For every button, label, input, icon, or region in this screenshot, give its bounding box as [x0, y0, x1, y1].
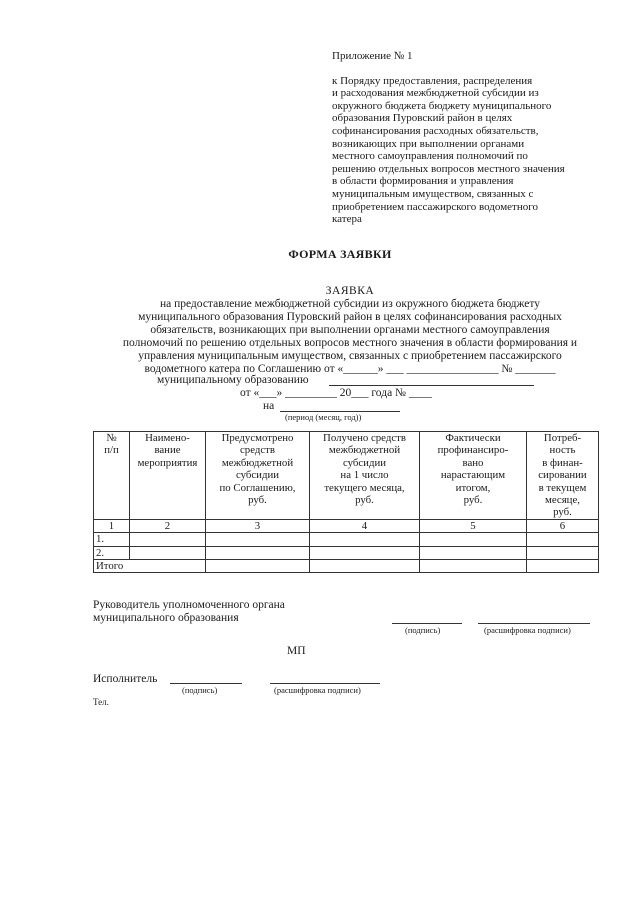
municipality-label: муниципальному образованию	[157, 374, 309, 386]
appendix-line: образования Пуровский район в целях	[332, 112, 513, 125]
appendix-line: местного самоуправления полномочий по	[332, 150, 528, 163]
table-cell	[310, 560, 420, 573]
column-number: 2	[130, 519, 206, 532]
column-number: 5	[420, 519, 527, 532]
table-cell	[420, 560, 527, 573]
appendix-line: окружного бюджета бюджету муниципального	[332, 99, 552, 112]
subsidy-table	[93, 431, 599, 573]
appendix-line: и расходования межбюджетной субсидии из	[332, 87, 539, 100]
table-cell	[130, 546, 206, 559]
table-cell	[206, 533, 310, 546]
head-signature-field	[392, 623, 462, 624]
period-caption: (период (месяц, год))	[285, 412, 362, 422]
header-planned-funds: Предусмотрено средств межбюджетной субсидии по Соглашению, руб.	[206, 432, 310, 520]
appendix-line: софинансирования расходных обязательств,	[332, 124, 539, 137]
appendix-line: в области формирования и управления	[332, 175, 514, 188]
executor-decoding-caption: (расшифровка подписи)	[274, 685, 361, 695]
table-row	[94, 546, 599, 559]
table-cell	[527, 533, 599, 546]
table-column-numbers	[94, 519, 599, 532]
table-total-row	[94, 560, 599, 573]
form-title: ФОРМА ЗАЯВКИ	[288, 247, 392, 261]
table-cell	[420, 533, 527, 546]
date-line: от «___» _________ 20___ года № ____	[240, 387, 432, 399]
header-actual-financed: Фактически профинансиро- вано нарастающим итогом, руб.	[420, 432, 527, 520]
request-line: обязательств, возникающих при выполнении органами местного самоуправления	[150, 324, 550, 336]
column-number: 4	[310, 519, 420, 532]
column-number: 6	[527, 519, 599, 532]
request-line: муниципального образования Пуровский район в целях софинансирования расходных	[138, 311, 562, 323]
header-number: № п/п	[94, 432, 130, 520]
table-cell	[527, 560, 599, 573]
appendix-line: приобретением пассажирского водометного	[332, 200, 538, 213]
table-cell	[310, 546, 420, 559]
head-decoding-field	[478, 623, 590, 624]
head-signature-caption: (подпись)	[405, 625, 441, 635]
request-line: на предоставление межбюджетной субсидии из окружного бюджета бюджету	[159, 298, 541, 310]
period-prefix: на	[263, 400, 275, 412]
municipality-field	[329, 385, 534, 386]
agreement-line: водометного катера по Соглашению от «______» ___ ________________ № _______	[144, 363, 556, 375]
header-needs: Потреб- ность в финан- сировании в текущем месяце, руб.	[527, 432, 599, 520]
appendix-line: муниципальным имуществом, связанных с	[332, 187, 534, 200]
table-cell	[206, 546, 310, 559]
head-decoding-caption: (расшифровка подписи)	[484, 625, 571, 635]
table-cell: 2.	[94, 546, 130, 559]
executor-signature-caption: (подпись)	[182, 685, 218, 695]
appendix-title: Приложение № 1	[332, 50, 413, 62]
executor-decoding-field	[270, 683, 380, 684]
column-number: 3	[206, 519, 310, 532]
executor-label: Исполнитель	[93, 673, 158, 685]
header-event-name: Наимено- вание мероприятия	[130, 432, 206, 520]
request-line: управления муниципальным имуществом, связанных с приобретением пассажирского	[138, 350, 562, 362]
column-number: 1	[94, 519, 130, 532]
head-title-line: муниципального образования	[93, 612, 239, 624]
table-header-row	[94, 432, 599, 520]
request-heading: ЗАЯВКА	[325, 285, 375, 297]
table-row	[94, 533, 599, 546]
head-title-line: Руководитель уполномоченного органа	[93, 599, 285, 611]
total-label: Итого	[94, 560, 206, 573]
appendix-line: возникающих при выполнении органами	[332, 137, 525, 150]
appendix-block	[332, 50, 622, 226]
header-received-funds: Получено средств межбюджетной субсидии на 1 число текущего месяца, руб.	[310, 432, 420, 520]
appendix-line: решению отдельных вопросов местного значения	[332, 162, 565, 175]
executor-signature-field	[170, 683, 242, 684]
request-line: полномочий по решению отдельных вопросов местного значения в области формирования и	[122, 337, 578, 349]
head-signature-block	[93, 599, 285, 625]
table-cell	[206, 560, 310, 573]
table-cell	[527, 546, 599, 559]
phone-label: Тел.	[93, 697, 109, 707]
table-cell: 1.	[94, 533, 130, 546]
request-block	[90, 285, 610, 376]
appendix-line: к Порядку предоставления, распределения	[332, 74, 533, 87]
table-cell	[420, 546, 527, 559]
table-cell	[310, 533, 420, 546]
table-cell	[130, 533, 206, 546]
stamp-label: МП	[287, 645, 306, 657]
appendix-line: катера	[332, 213, 362, 226]
